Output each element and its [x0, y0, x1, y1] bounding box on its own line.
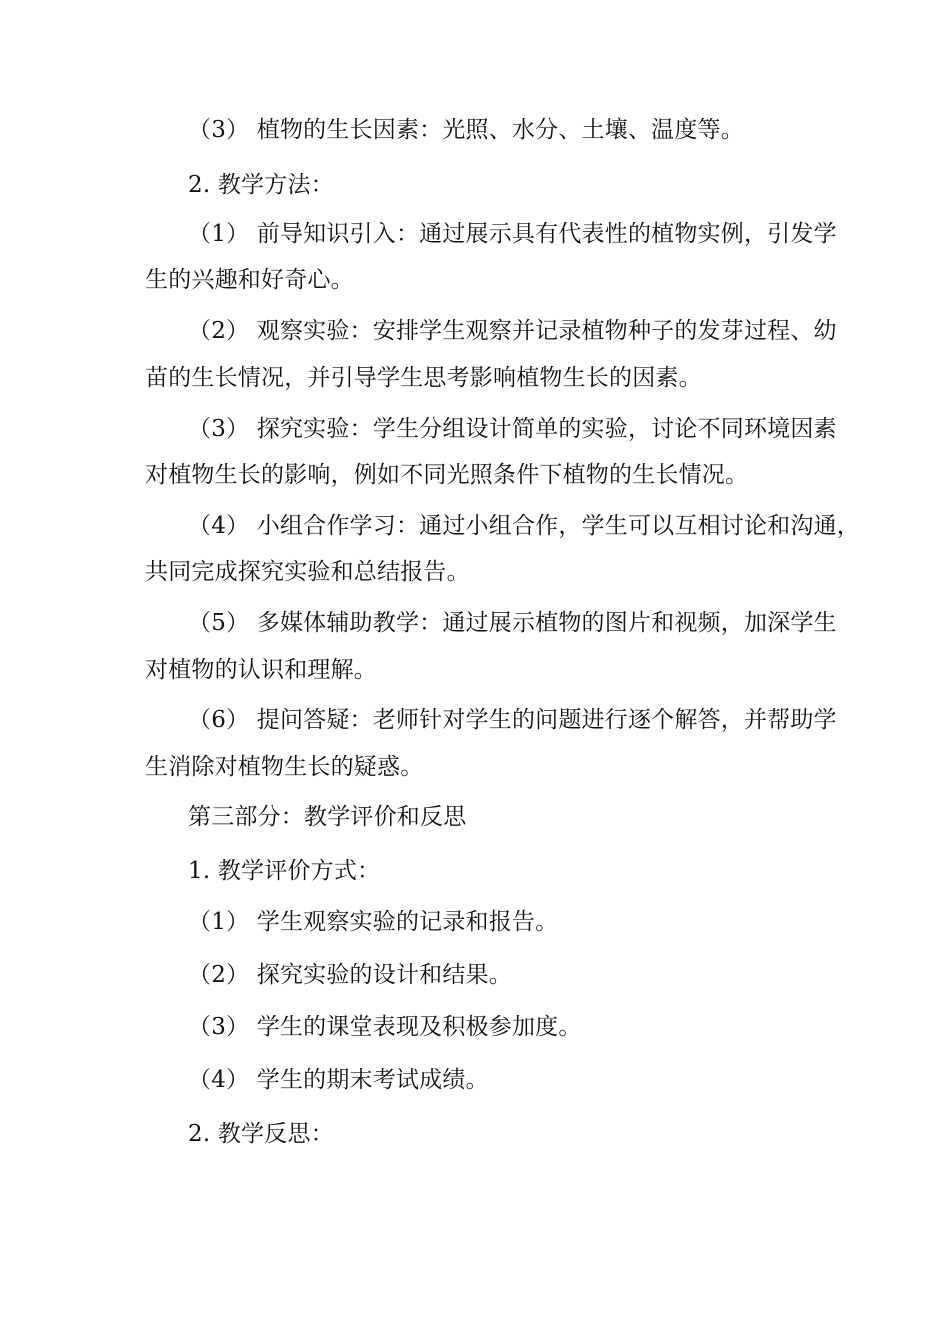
text-line: 苗的生长情况，并引导学生思考影响植物生长的因素。	[145, 365, 702, 391]
text-line: （6） 提问答疑：老师针对学生的问题进行逐个解答，并帮助学	[188, 707, 837, 733]
text-line: （1） 学生观察实验的记录和报告。	[188, 909, 559, 935]
part-heading: 第三部分：教学评价和反思	[188, 804, 467, 830]
text-line: （4） 小组合作学习：通过小组合作，学生可以互相讨论和沟通，	[188, 513, 860, 539]
text-line: 对植物的认识和理解。	[145, 657, 377, 683]
text-line: （2） 探究实验的设计和结果。	[188, 962, 512, 988]
text-line: （5） 多媒体辅助教学：通过展示植物的图片和视频，加深学生	[188, 610, 837, 636]
section-heading: 2. 教学反思：	[188, 1121, 334, 1147]
text-line: 生消除对植物生长的疑惑。	[145, 754, 424, 780]
section-heading: 2. 教学方法：	[188, 172, 334, 198]
text-line: （2） 观察实验：安排学生观察并记录植物种子的发芽过程、幼	[188, 318, 837, 344]
text-line: （3） 植物的生长因素：光照、水分、土壤、温度等。	[188, 117, 744, 143]
text-line: 生的兴趣和好奇心。	[145, 267, 354, 293]
text-line: 共同完成探究实验和总结报告。	[145, 559, 470, 585]
text-line: （3） 学生的课堂表现及积极参加度。	[188, 1014, 582, 1040]
text-line: （1） 前导知识引入：通过展示具有代表性的植物实例，引发学	[188, 221, 837, 247]
text-line: （4） 学生的期末考试成绩。	[188, 1067, 489, 1093]
section-heading: 1. 教学评价方式：	[188, 858, 381, 884]
text-line: 对植物生长的影响，例如不同光照条件下植物的生长情况。	[145, 462, 749, 488]
text-line: （3） 探究实验：学生分组设计简单的实验，讨论不同环境因素	[188, 416, 837, 442]
